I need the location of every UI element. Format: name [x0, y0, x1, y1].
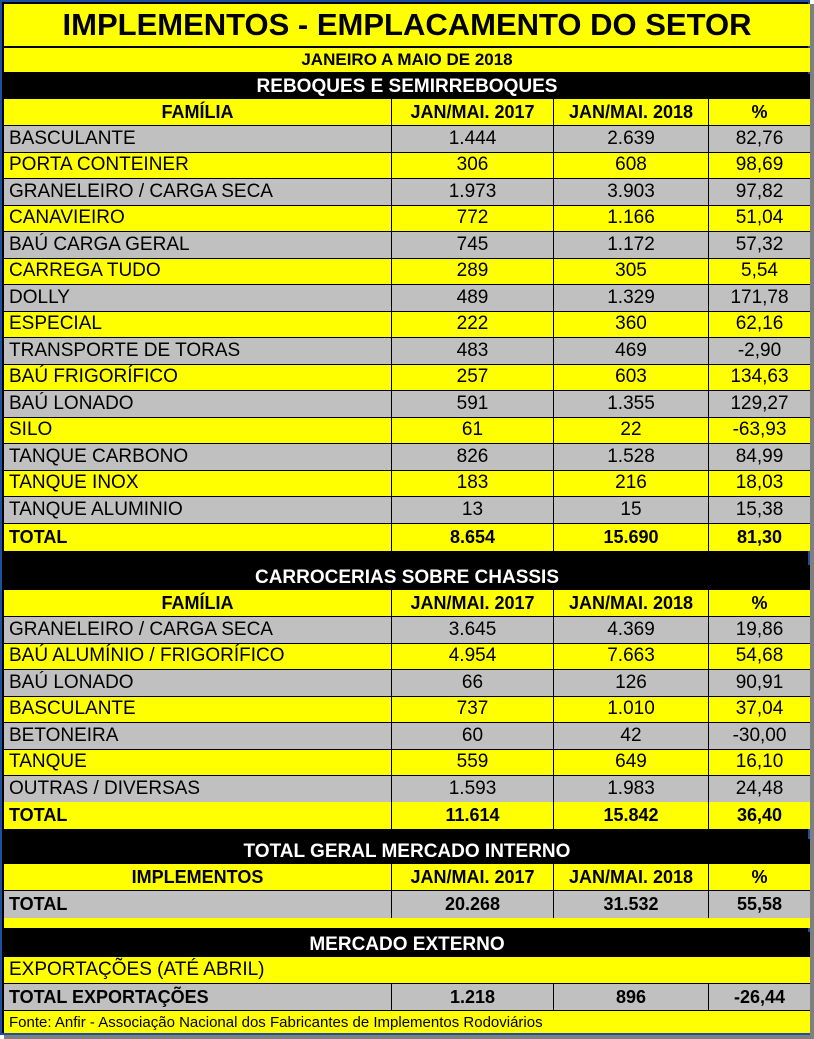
cell-jan-mai-2018: 603: [554, 365, 709, 391]
table-row: [4, 471, 810, 498]
cell-familia: BAÚ LONADO: [4, 670, 392, 696]
cell-percent: 129,27: [730, 392, 789, 414]
section-mercado-externo-title: [4, 932, 810, 957]
cell-familia: BASCULANTE: [4, 697, 392, 723]
cell-jan-mai-2018: 1.166: [554, 206, 709, 232]
section-carrocerias-title-text: CARROCERIAS SOBRE CHASSIS: [254, 566, 560, 588]
table-row: [4, 723, 810, 750]
table-row: [4, 444, 810, 471]
total-percent: 81,30: [736, 527, 783, 547]
exportacoes-note: EXPORTAÇÕES (ATÉ ABRIL): [9, 959, 265, 980]
cell-jan-mai-2017: 4.954: [392, 644, 554, 670]
cell-percent: 24,48: [735, 777, 784, 799]
cell-familia: ESPECIAL: [4, 312, 392, 338]
table-row: [4, 126, 810, 153]
cell-jan-mai-2017: 257: [392, 365, 554, 391]
total-label: TOTAL: [4, 524, 392, 551]
cell-familia: TANQUE: [4, 750, 392, 776]
section-carrocerias-title: [4, 565, 810, 590]
total-label: TOTAL: [4, 891, 392, 918]
section-mercado-interno-title-text: TOTAL GERAL MERCADO INTERNO: [243, 840, 571, 862]
cell-jan-mai-2017: 222: [392, 312, 554, 338]
section-reboques-title: [4, 74, 810, 99]
cell-familia: BETONEIRA: [4, 723, 392, 749]
total-2017: 20.268: [392, 891, 554, 918]
cell-familia: PORTA CONTEINER: [4, 153, 392, 179]
source-text: Fonte: Anfir - Associação Nacional dos Fabricantes de Implementos Rodoviários: [9, 1013, 543, 1031]
section-mercado-interno-total: [4, 891, 810, 918]
cell-jan-mai-2017: 826: [392, 444, 554, 470]
cell-familia: TANQUE ALUMINIO: [4, 497, 392, 523]
spacer-band: [4, 918, 810, 928]
cell-jan-mai-2018: 1.528: [554, 444, 709, 470]
cell-jan-mai-2018: 15: [554, 497, 709, 523]
table-row: [4, 206, 810, 233]
total-2017: 8.654: [392, 524, 554, 551]
table-row: [4, 338, 810, 365]
header-2017: JAN/MAI. 2017: [392, 864, 554, 890]
table-row: [4, 418, 810, 445]
header-2018: JAN/MAI. 2018: [554, 590, 709, 616]
header-percent: %: [751, 101, 768, 122]
cell-percent: 84,99: [735, 445, 784, 467]
cell-percent: 57,32: [735, 233, 784, 255]
cell-percent: 134,63: [730, 366, 789, 388]
period-subtitle: [4, 48, 810, 72]
cell-jan-mai-2017: 61: [392, 418, 554, 444]
cell-jan-mai-2017: 772: [392, 206, 554, 232]
table-row: [4, 153, 810, 180]
cell-jan-mai-2018: 608: [554, 153, 709, 179]
cell-percent: 98,69: [735, 154, 784, 176]
cell-jan-mai-2017: 289: [392, 259, 554, 285]
section-mercado-interno-title: [4, 839, 810, 864]
header-2018: JAN/MAI. 2018: [554, 99, 709, 125]
sheet-shadow-bottom: [4, 1035, 814, 1039]
source-footer: [4, 1011, 810, 1033]
cell-jan-mai-2018: 1.983: [554, 776, 709, 802]
cell-jan-mai-2018: 3.903: [554, 179, 709, 205]
table-row: [4, 312, 810, 339]
cell-jan-mai-2017: 60: [392, 723, 554, 749]
cell-jan-mai-2018: 7.663: [554, 644, 709, 670]
table-row: [4, 497, 810, 524]
cell-percent: 54,68: [735, 645, 784, 667]
cell-jan-mai-2017: 745: [392, 232, 554, 258]
cell-jan-mai-2018: 1.172: [554, 232, 709, 258]
cell-jan-mai-2018: 126: [554, 670, 709, 696]
header-percent: %: [751, 592, 768, 613]
cell-percent: 97,82: [735, 180, 784, 202]
cell-familia: DOLLY: [4, 285, 392, 311]
total-2018: 15.842: [554, 802, 709, 829]
total-label: TOTAL: [4, 802, 392, 829]
cell-familia: CARREGA TUDO: [4, 259, 392, 285]
section-reboques-title-text: REBOQUES E SEMIRREBOQUES: [256, 75, 558, 97]
cell-jan-mai-2017: 559: [392, 750, 554, 776]
total-2018: 15.690: [554, 524, 709, 551]
cell-jan-mai-2017: 3.645: [392, 617, 554, 643]
cell-jan-mai-2017: 66: [392, 670, 554, 696]
cell-familia: CANAVIEIRO: [4, 206, 392, 232]
section-mercado-interno-header: [4, 864, 810, 891]
section-mercado-externo-total: [4, 984, 810, 1011]
cell-percent: 171,78: [730, 286, 789, 308]
cell-jan-mai-2018: 305: [554, 259, 709, 285]
cell-familia: GRANELEIRO / CARGA SECA: [4, 179, 392, 205]
table-row: [4, 259, 810, 286]
table-row: [4, 750, 810, 777]
cell-familia: BAÚ CARGA GERAL: [4, 232, 392, 258]
header-familia: FAMÍLIA: [4, 590, 392, 616]
cell-familia: TANQUE INOX: [4, 471, 392, 497]
cell-percent: 62,16: [735, 313, 784, 335]
cell-jan-mai-2017: 306: [392, 153, 554, 179]
cell-jan-mai-2017: 13: [392, 497, 554, 523]
total-2018: 896: [554, 984, 709, 1010]
cell-familia: BASCULANTE: [4, 126, 392, 152]
cell-familia: TANQUE CARBONO: [4, 444, 392, 470]
page-title-text: IMPLEMENTOS - EMPLACAMENTO DO SETOR: [62, 7, 752, 42]
cell-jan-mai-2017: 1.593: [392, 776, 554, 802]
header-implementos: IMPLEMENTOS: [4, 864, 392, 890]
total-percent: -26,44: [733, 986, 786, 1007]
period-subtitle-text: JANEIRO A MAIO DE 2018: [301, 50, 513, 69]
cell-percent: 15,38: [735, 498, 784, 520]
table-row: [4, 617, 810, 644]
cell-jan-mai-2018: 1.329: [554, 285, 709, 311]
cell-familia: OUTRAS / DIVERSAS: [4, 776, 392, 802]
total-percent: 55,58: [736, 894, 783, 914]
table-row: [4, 644, 810, 671]
cell-familia: TRANSPORTE DE TORAS: [4, 338, 392, 364]
total-2017: 11.614: [392, 802, 554, 829]
cell-familia: BAÚ FRIGORÍFICO: [4, 365, 392, 391]
section-carrocerias-total: [4, 802, 810, 829]
cell-jan-mai-2017: 183: [392, 471, 554, 497]
cell-jan-mai-2018: 4.369: [554, 617, 709, 643]
table-row: [4, 232, 810, 259]
cell-percent: 5,54: [741, 260, 778, 282]
cell-percent: 90,91: [735, 671, 784, 693]
cell-familia: GRANELEIRO / CARGA SECA: [4, 617, 392, 643]
section-mercado-externo-title-text: MERCADO EXTERNO: [309, 933, 505, 955]
cell-percent: -63,93: [732, 419, 787, 441]
table-row: [4, 391, 810, 418]
cell-jan-mai-2018: 2.639: [554, 126, 709, 152]
section-reboques-header: [4, 99, 810, 126]
cell-jan-mai-2018: 360: [554, 312, 709, 338]
header-percent: %: [751, 866, 768, 887]
cell-familia: BAÚ ALUMÍNIO / FRIGORÍFICO: [4, 644, 392, 670]
cell-jan-mai-2018: 649: [554, 750, 709, 776]
table-row: [4, 179, 810, 206]
exportacoes-note-row: [4, 957, 810, 984]
cell-percent: 82,76: [735, 127, 784, 149]
cell-percent: -2,90: [737, 339, 782, 361]
table-row: [4, 365, 810, 392]
cell-jan-mai-2018: 42: [554, 723, 709, 749]
header-2017: JAN/MAI. 2017: [392, 99, 554, 125]
cell-percent: 51,04: [735, 207, 784, 229]
total-label: TOTAL EXPORTAÇÕES: [4, 984, 392, 1010]
cell-percent: 18,03: [735, 472, 784, 494]
cell-jan-mai-2018: 216: [554, 471, 709, 497]
cell-jan-mai-2017: 591: [392, 391, 554, 417]
page-title: [4, 4, 810, 46]
cell-jan-mai-2018: 469: [554, 338, 709, 364]
header-familia: FAMÍLIA: [4, 99, 392, 125]
cell-percent: 37,04: [735, 698, 784, 720]
total-2018: 31.532: [554, 891, 709, 918]
cell-familia: BAÚ LONADO: [4, 391, 392, 417]
cell-jan-mai-2017: 1.444: [392, 126, 554, 152]
cell-jan-mai-2017: 483: [392, 338, 554, 364]
cell-jan-mai-2018: 1.010: [554, 697, 709, 723]
cell-jan-mai-2017: 489: [392, 285, 554, 311]
section-reboques-total: [4, 524, 810, 551]
cell-jan-mai-2017: 1.973: [392, 179, 554, 205]
cell-percent: 19,86: [735, 618, 784, 640]
cell-jan-mai-2017: 737: [392, 697, 554, 723]
total-percent: 36,40: [736, 805, 783, 825]
header-2017: JAN/MAI. 2017: [392, 590, 554, 616]
total-2017: 1.218: [392, 984, 554, 1010]
table-row: [4, 670, 810, 697]
header-2018: JAN/MAI. 2018: [554, 864, 709, 890]
cell-jan-mai-2018: 1.355: [554, 391, 709, 417]
sheet-shadow-right: [810, 4, 814, 1039]
table-row: [4, 776, 810, 803]
cell-percent: 16,10: [735, 751, 784, 773]
cell-percent: -30,00: [732, 724, 787, 746]
cell-jan-mai-2018: 22: [554, 418, 709, 444]
section-carrocerias-header: [4, 590, 810, 617]
cell-familia: SILO: [4, 418, 392, 444]
table-row: [4, 697, 810, 724]
table-row: [4, 285, 810, 312]
